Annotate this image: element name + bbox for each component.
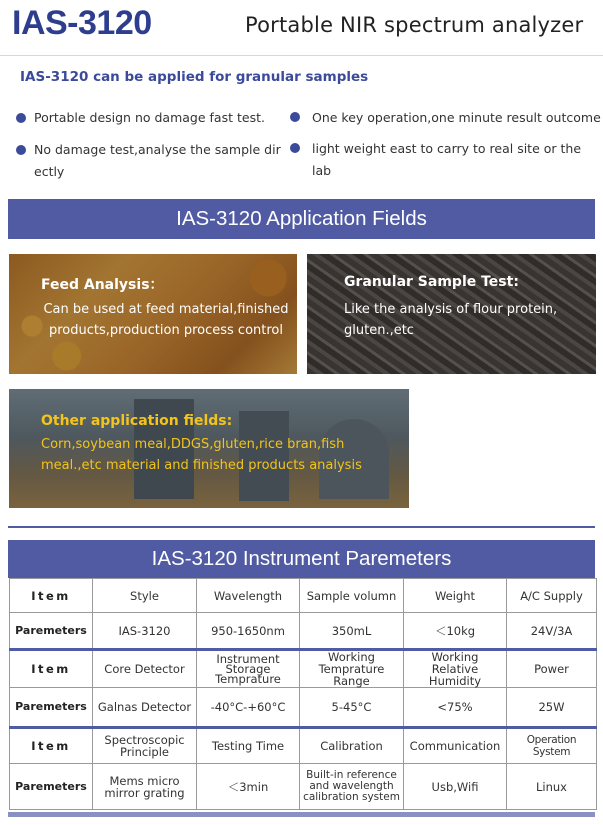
param-value: Mems micro mirror grating (93, 764, 197, 810)
param-name: Weight (404, 579, 507, 613)
row-label-item: Item (10, 650, 93, 688)
table-row (10, 650, 597, 688)
param-name: Power (507, 650, 597, 688)
param-value: -40°C-+60°C (197, 688, 300, 728)
row-label-item: Item (10, 728, 93, 764)
param-value: 350mL (300, 613, 404, 650)
bullet-icon (16, 145, 26, 155)
feed-analysis-title: Feed Analysis： (41, 277, 164, 293)
row-label-parameters: Paremeters (10, 688, 93, 728)
bullet-icon (16, 113, 26, 123)
param-name: Working Temprature Range (300, 650, 404, 688)
param-value: ＜3min (197, 764, 300, 810)
row-label-parameters: Paremeters (10, 613, 93, 650)
feed-analysis-text (40, 299, 292, 341)
param-value: 950-1650nm (197, 613, 300, 650)
bottom-rule (8, 812, 595, 817)
other-applications-line2: meal.,etc material and finished products analysis (41, 458, 362, 473)
product-title: Portable NIR spectrum analyzer (245, 13, 584, 37)
row-label-item: Item (10, 579, 93, 613)
param-name: Operation System (507, 728, 597, 764)
feature-right-2: light weight east to carry to real site or the lab (312, 141, 582, 178)
param-name: Spectroscopic Principle (93, 728, 197, 764)
param-name: Style (93, 579, 197, 613)
header-divider (0, 55, 603, 56)
param-value: 5-45°C (300, 688, 404, 728)
table-row (10, 613, 597, 650)
table-row (10, 764, 597, 810)
feature-left-2-line1: No damage test,analyse the sample dir (34, 142, 281, 157)
table-row (10, 728, 597, 764)
bullet-icon (290, 112, 300, 122)
other-applications-title: Other application fields: (41, 413, 233, 429)
param-value: 25W (507, 688, 597, 728)
param-value: Galnas Detector (93, 688, 197, 728)
application-fields-band: IAS-3120 Application Fields (8, 199, 595, 239)
instrument-parameters-band: IAS-3120 Instrument Paremeters (8, 540, 595, 578)
other-applications-photo (9, 389, 409, 508)
feed-analysis-line1: Can be used at feed material,finished (43, 302, 289, 317)
param-name: Working Relative Humidity (404, 650, 507, 688)
param-name: Core Detector (93, 650, 197, 688)
granular-sample-line1: Like the analysis of flour protein, (344, 302, 558, 317)
param-name: Wavelength (197, 579, 300, 613)
table-row (10, 579, 597, 613)
other-applications-line1: Corn,soybean meal,DDGS,gluten,rice bran,fish (41, 437, 345, 452)
row-label-parameters: Paremeters (10, 764, 93, 810)
feature-left-1: Portable design no damage fast test. (34, 110, 265, 125)
param-value: Usb,Wifi (404, 764, 507, 810)
param-value: 24V/3A (507, 613, 597, 650)
granular-sample-title: Granular Sample Test: (344, 274, 519, 290)
param-name: Communication (404, 728, 507, 764)
section-divider (8, 526, 595, 528)
bullet-icon (290, 143, 300, 153)
param-name: Testing Time (197, 728, 300, 764)
param-value: ＜10kg (404, 613, 507, 650)
granular-sample-photo (307, 254, 596, 374)
param-value: IAS-3120 (93, 613, 197, 650)
param-name: Calibration (300, 728, 404, 764)
table-row (10, 688, 597, 728)
feed-analysis-line2: products,production process control (49, 323, 283, 338)
granular-sample-line2: gluten.,etc (344, 323, 414, 338)
param-value: Linux (507, 764, 597, 810)
brand-title: IAS-3120 (12, 4, 152, 42)
feature-right-1: One key operation,one minute result outcome (312, 110, 601, 125)
feature-left-2-line2: ectly (34, 164, 65, 179)
parameters-table (9, 578, 597, 810)
feature-left-2 (34, 139, 281, 183)
subtitle: IAS-3120 can be applied for granular samples (20, 69, 369, 85)
granular-sample-text (344, 299, 557, 341)
feed-analysis-photo (9, 254, 297, 374)
param-name: Instrument Storage Temprature (197, 650, 300, 688)
param-name: Sample volumn (300, 579, 404, 613)
param-value: Built-in reference and wavelength calibration system (300, 764, 404, 810)
param-name: A/C Supply (507, 579, 597, 613)
param-value: <75% (404, 688, 507, 728)
other-applications-text (41, 434, 362, 476)
